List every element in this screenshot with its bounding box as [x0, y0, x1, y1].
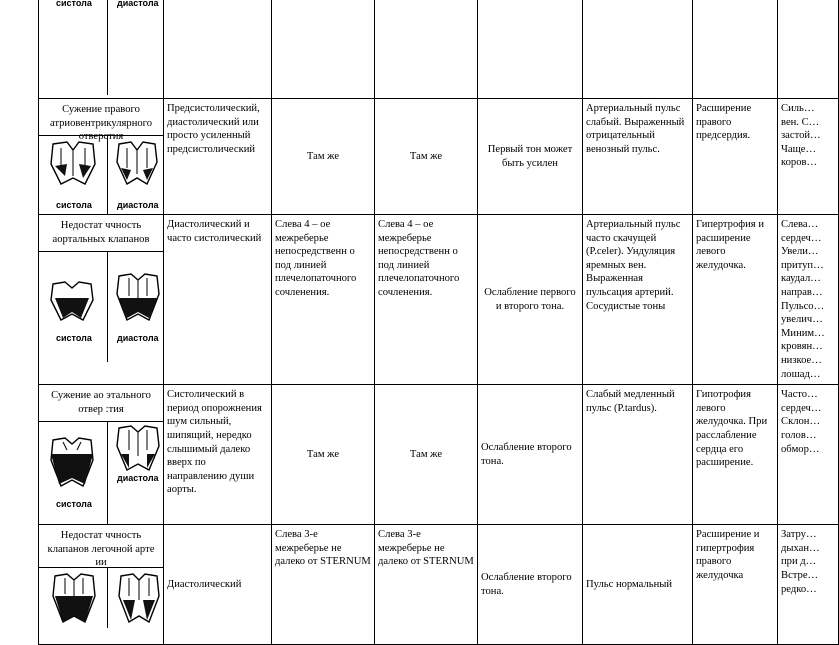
diastole-label: диастола [117, 200, 159, 210]
auscultation-cell: Слева 3-е межреберье не далеко от STERNUM [272, 525, 375, 645]
defect-cell [39, 385, 164, 525]
extra-cell: Часто… сердеч… Склон… голов… обмор… [778, 385, 839, 525]
heart-diagram-icon [49, 280, 95, 322]
diastole-label: диастола [117, 0, 159, 8]
hypertrophy-cell: Гипертрофия и расширение левого желудочка. [693, 215, 778, 385]
tones-cell: Ослабление второго тона. [478, 385, 583, 525]
auscultation-cell: Слева 4 – ое межреберье непосредственн о под линией плечелопаточного сочленения. [272, 215, 375, 385]
defect-cell [39, 525, 164, 645]
table-row [39, 215, 839, 385]
murmur-cell: Предсистолический, диастолический или просто усиленный предсистолический [164, 99, 272, 215]
conduction-cell: Слева 4 – ое межреберье непосредственн о под линией плечелопаточного сочленения. [375, 215, 478, 385]
pulse-cell: Артериальный пульс слабый. Выраженный отрицательный венозный пульс. [583, 99, 693, 215]
heart-diagram-icon [47, 140, 99, 186]
hypertrophy-cell: Расширение и гипертрофия правого желудочка [693, 525, 778, 645]
systole-label: систола [56, 0, 92, 8]
conduction-cell: Там же [375, 385, 478, 525]
pulse-cell: Пульс нормальный [583, 525, 693, 645]
hypertrophy-cell: Расширение правого предсердия. [693, 99, 778, 215]
defect-cell [39, 99, 164, 215]
defect-cell [39, 0, 164, 99]
table-row [39, 525, 839, 645]
defect-name: Сужение ао этального отвер :тия [39, 385, 163, 422]
pulse-cell: Слабый медленный пульс (P.tardus). [583, 385, 693, 525]
extra-cell: Слева… сердеч… Увели… притуп… каудал… направ… Пульсо… увелич… Миним… кровян… низкое… лошад… [778, 215, 839, 385]
extra-cell: Силь… вен. С… застой… Чаще… коров… [778, 99, 839, 215]
auscultation-cell: Там же [272, 385, 375, 525]
extra-cell: Затру… дыхан… при д… Встре… редко… [778, 525, 839, 645]
heart-diagram-icon [49, 436, 95, 488]
heart-diagram-icon [117, 572, 161, 624]
tones-cell: Ослабление второго тона. [478, 525, 583, 645]
defect-name: Недостат ччность клапанов легочной арте ии [39, 525, 163, 568]
murmur-cell: Систолический в период опорожнения шум сильный, шипящий, нередко слышимый далеко вверх по направлению души аорты. [164, 385, 272, 525]
table-row [39, 99, 839, 215]
systole-label: систола [56, 499, 92, 510]
heart-diagram-icon [115, 272, 161, 322]
conduction-cell: Там же [375, 99, 478, 215]
auscultation-cell: Там же [272, 99, 375, 215]
conduction-cell: Слева 3-е межреберье не далеко от STERNUM [375, 525, 478, 645]
defect-name: Сужение правого атриовентрикулярного отверстия [39, 99, 163, 136]
murmur-cell: Диастолический [164, 525, 272, 645]
defect-cell [39, 215, 164, 385]
heart-diagram-icon [115, 140, 159, 186]
systole-label: систола [56, 333, 92, 343]
tones-cell: Первый тон может быть усилен [478, 99, 583, 215]
defect-name: Недостат ччность аортальных клапанов [39, 215, 163, 252]
pulse-cell: Артериальный пульс часто скачущей (P.celer). Ундуляция яремных вен. Выраженная пульсация артерий. Сосудистые тоны [583, 215, 693, 385]
hypertrophy-cell: Гипотрофия левого желудочка. При расслабление сердца его расширение. [693, 385, 778, 525]
heart-diagram-icon [51, 572, 97, 624]
murmur-cell: Диастолический и часто систолический [164, 215, 272, 385]
systole-label: систола [56, 200, 92, 210]
table-row [39, 0, 839, 99]
diastole-label: диастола [117, 333, 159, 343]
tones-cell: Ослабление первого и второго тона. [478, 215, 583, 385]
table-row [39, 385, 839, 525]
heart-defects-table [38, 0, 839, 645]
heart-diagram-icon [115, 424, 161, 472]
diastole-label: диастола [117, 473, 159, 484]
